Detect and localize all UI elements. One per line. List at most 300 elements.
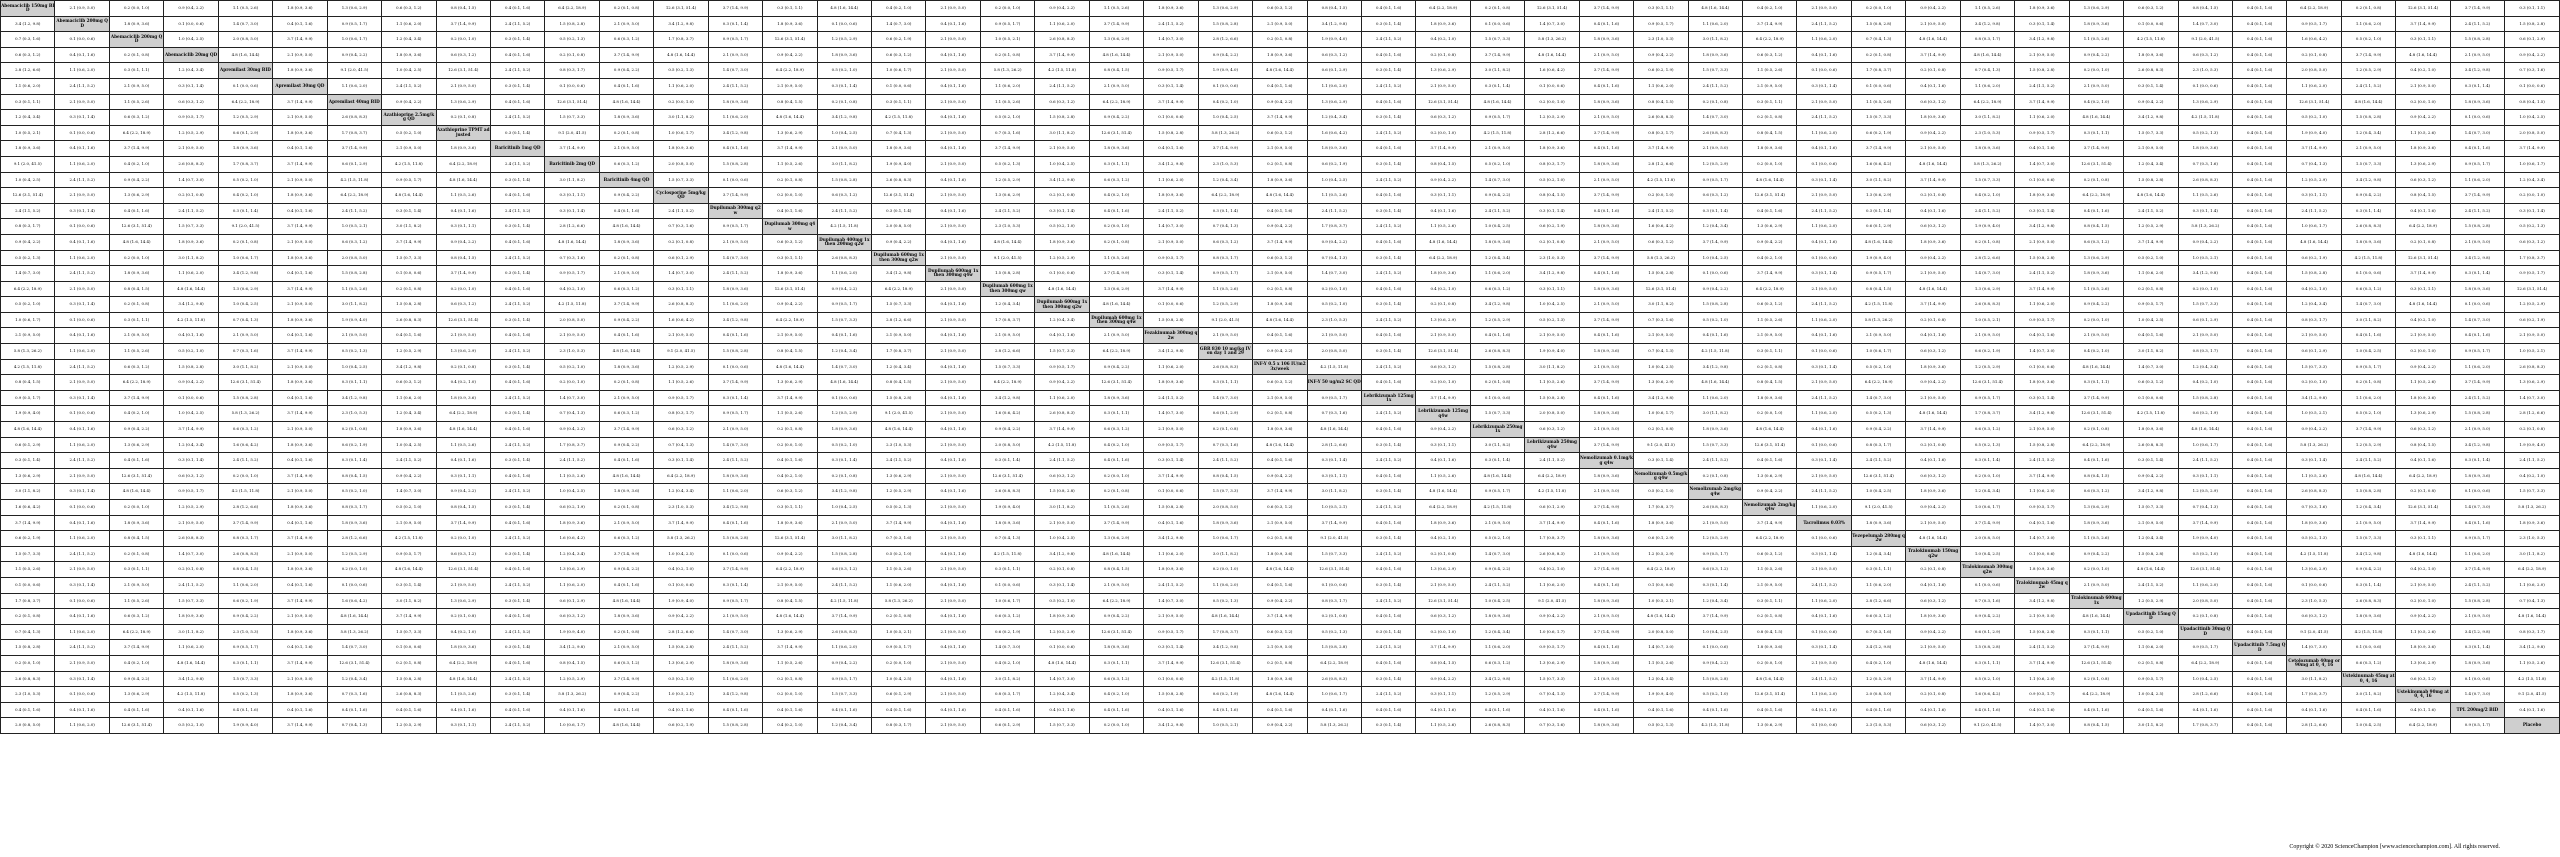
comparison-cell: 6.4 (2.2, 18.9) — [2069, 188, 2123, 204]
comparison-cell: 1.2 (0.5, 2.9) — [2341, 63, 2395, 79]
comparison-cell: 0.4 (0.2, 1.0) — [980, 655, 1034, 671]
comparison-cell: 0.9 (0.4, 2.2) — [1, 234, 55, 250]
comparison-cell: 0.6 (0.3, 1.2) — [599, 655, 653, 671]
comparison-cell: 9.1 (2.0, 41.5) — [545, 125, 599, 141]
comparison-cell: 2.1 (0.9, 5.0) — [273, 47, 327, 63]
comparison-cell: 2.1 (0.9, 5.0) — [817, 141, 871, 157]
comparison-cell: 1.2 (0.4, 3.4) — [872, 359, 926, 375]
comparison-cell: 2.1 (0.9, 5.0) — [382, 141, 436, 157]
comparison-cell: 1.5 (0.8, 2.8) — [654, 640, 708, 656]
comparison-cell: 0.3 (0.1, 1.4) — [1361, 16, 1415, 32]
comparison-cell: 2.4 (1.1, 5.2) — [980, 203, 1034, 219]
comparison-cell: 6.4 (2.2, 18.9) — [2287, 1, 2341, 17]
comparison-cell: 4.2 (1.5, 11.8) — [2124, 406, 2178, 422]
treatment-label: Cyclosporine 5mg/kg QD — [654, 188, 708, 204]
comparison-cell: 1.7 (0.8, 3.7) — [654, 32, 708, 48]
comparison-cell: 0.3 (0.1, 1.4) — [490, 640, 544, 656]
comparison-cell: 3.7 (1.4, 9.9) — [708, 562, 762, 578]
comparison-cell: 2.1 (0.9, 5.0) — [273, 234, 327, 250]
comparison-cell: 2.4 (1.1, 5.2) — [1851, 453, 1905, 469]
comparison-cell: 2.4 (1.1, 5.2) — [490, 63, 544, 79]
comparison-cell: 3.7 (1.4, 9.9) — [599, 47, 653, 63]
comparison-cell: 0.6 (0.3, 1.2) — [1416, 110, 1470, 126]
comparison-cell: 1.6 (0.6, 4.2) — [1634, 219, 1688, 235]
comparison-cell: 0.8 (0.3, 1.7) — [872, 718, 926, 734]
comparison-cell: 0.6 (0.3, 1.2) — [2124, 1, 2178, 17]
comparison-cell: 4.2 (1.5, 11.8) — [2505, 671, 2560, 687]
comparison-cell: 1.8 (0.9, 3.6) — [1743, 141, 1797, 157]
comparison-cell: 1.1 (0.6, 2.0) — [1797, 219, 1851, 235]
comparison-cell: 1.5 (0.7, 3.3) — [382, 250, 436, 266]
comparison-cell: 1.0 (0.4, 2.5) — [817, 500, 871, 516]
comparison-cell: 1.0 (0.5, 2.1) — [1307, 500, 1361, 516]
comparison-cell: 1.0 (0.4, 2.5) — [1, 172, 55, 188]
comparison-cell: 6.4 (2.2, 18.9) — [1634, 562, 1688, 578]
comparison-cell: 0.8 (0.4, 1.5) — [218, 562, 272, 578]
comparison-cell: 6.4 (2.2, 18.9) — [1089, 344, 1143, 360]
comparison-cell: 12.6 (3.1, 51.4) — [1, 188, 55, 204]
comparison-cell: 0.9 (0.5, 1.7) — [218, 640, 272, 656]
comparison-cell: 1.1 (0.5, 2.6) — [218, 1, 272, 17]
comparison-cell: 1.2 (0.5, 2.9) — [817, 406, 871, 422]
comparison-cell: 2.1 (0.9, 5.0) — [926, 156, 980, 172]
comparison-cell: 0.4 (0.1, 1.6) — [2069, 702, 2123, 718]
comparison-cell: 0.4 (0.1, 1.6) — [2015, 515, 2069, 531]
comparison-cell: 0.7 (0.3, 1.6) — [1307, 406, 1361, 422]
treatment-label: Tralokinumab 45mg q2w — [2015, 577, 2069, 593]
comparison-cell: 3.0 (1.1, 8.2) — [654, 110, 708, 126]
comparison-cell: 0.3 (0.1, 1.4) — [2450, 453, 2504, 469]
comparison-cell: 2.3 (1.0, 5.3) — [654, 500, 708, 516]
comparison-cell: 1.8 (0.9, 3.6) — [1851, 515, 1905, 531]
comparison-cell: 0.4 (0.1, 1.6) — [1361, 328, 1415, 344]
comparison-cell: 1.8 (0.9, 3.6) — [382, 47, 436, 63]
comparison-cell: 0.8 (0.4, 1.5) — [436, 1, 490, 17]
comparison-cell: 3.7 (1.4, 9.9) — [2015, 468, 2069, 484]
comparison-cell: 1.8 (0.9, 3.6) — [273, 437, 327, 453]
comparison-cell: 1.0 (0.5, 2.1) — [327, 219, 381, 235]
comparison-cell: 1.5 (0.8, 2.8) — [1470, 359, 1524, 375]
comparison-cell: 0.4 (0.2, 1.0) — [109, 156, 163, 172]
comparison-cell: 0.4 (0.2, 1.0) — [1089, 188, 1143, 204]
comparison-cell: 2.1 (0.9, 5.0) — [1416, 78, 1470, 94]
comparison-cell: 0.5 (0.2, 1.0) — [654, 671, 708, 687]
comparison-cell: 3.7 (1.4, 9.9) — [2396, 16, 2450, 32]
comparison-cell: 0.4 (0.1, 1.6) — [490, 47, 544, 63]
comparison-cell: 1.8 (0.9, 3.6) — [1579, 468, 1633, 484]
comparison-cell: 1.5 (0.8, 2.8) — [708, 156, 762, 172]
comparison-cell: 4.8 (1.6, 14.4) — [2178, 422, 2232, 438]
comparison-cell: 0.4 (0.1, 1.6) — [1525, 702, 1579, 718]
comparison-cell: 2.0 (0.8, 5.0) — [1634, 624, 1688, 640]
comparison-cell: 0.2 (0.1, 0.8) — [1470, 375, 1524, 391]
comparison-cell: 2.8 (1.2, 6.6) — [1525, 125, 1579, 141]
comparison-cell: 12.6 (3.1, 51.4) — [1198, 655, 1252, 671]
comparison-cell: 4.8 (1.6, 14.4) — [1089, 297, 1143, 313]
comparison-cell: 1.6 (0.6, 4.2) — [1, 500, 55, 516]
comparison-cell: 0.9 (0.5, 1.7) — [382, 172, 436, 188]
comparison-cell: 1.1 (0.6, 2.0) — [1797, 500, 1851, 516]
comparison-cell: 0.4 (0.1, 1.6) — [1579, 141, 1633, 157]
comparison-cell: 0.6 (0.3, 1.2) — [2505, 234, 2560, 250]
comparison-cell: 0.8 (0.3, 1.7) — [654, 406, 708, 422]
comparison-cell: 1.8 (0.9, 3.6) — [109, 515, 163, 531]
treatment-label: Azathioprine TPMT adjusted — [436, 125, 490, 141]
comparison-cell: 1.1 (0.6, 2.0) — [55, 156, 109, 172]
comparison-cell: 6.4 (2.2, 18.9) — [218, 94, 272, 110]
comparison-cell: 0.2 (0.1, 0.8) — [599, 1, 653, 17]
comparison-cell: 1.2 (0.5, 2.9) — [1688, 156, 1742, 172]
comparison-cell: 0.4 (0.1, 1.6) — [2232, 593, 2286, 609]
table-row — [1, 250, 2560, 266]
comparison-cell: 0.4 (0.1, 1.6) — [926, 390, 980, 406]
comparison-cell: 1.2 (0.5, 2.9) — [2124, 219, 2178, 235]
comparison-cell: 0.4 (0.1, 1.6) — [2232, 609, 2286, 625]
comparison-cell: 1.3 (0.6, 2.9) — [763, 125, 817, 141]
comparison-cell: 2.8 (1.2, 6.6) — [2505, 406, 2560, 422]
comparison-cell: 0.2 (0.1, 0.8) — [109, 47, 163, 63]
comparison-cell: 2.4 (1.1, 5.2) — [1361, 312, 1415, 328]
comparison-cell: 4.8 (1.6, 14.4) — [1035, 655, 1089, 671]
comparison-cell: 0.4 (0.1, 1.6) — [1416, 203, 1470, 219]
comparison-cell: 5.8 (1.3, 26.2) — [218, 406, 272, 422]
comparison-cell: 0.4 (0.1, 1.6) — [436, 702, 490, 718]
comparison-cell: 2.6 (0.8, 8.3) — [1688, 500, 1742, 516]
comparison-cell: 0.2 (0.1, 0.8) — [1688, 468, 1742, 484]
comparison-cell: 4.8 (1.6, 14.4) — [2396, 546, 2450, 562]
comparison-cell: 0.7 (0.3, 1.6) — [1634, 312, 1688, 328]
comparison-cell: 0.3 (0.1, 1.4) — [1361, 110, 1415, 126]
comparison-cell: 1.0 (0.4, 2.5) — [817, 125, 871, 141]
comparison-cell: 0.1 (0.0, 0.6) — [55, 125, 109, 141]
comparison-cell: 3.7 (1.4, 9.9) — [1579, 63, 1633, 79]
comparison-cell: 0.6 (0.2, 1.9) — [654, 718, 708, 734]
comparison-cell: 2.1 (0.9, 5.0) — [1634, 328, 1688, 344]
comparison-cell: 1.1 (0.6, 2.0) — [980, 78, 1034, 94]
comparison-cell: 2.8 (1.2, 6.6) — [654, 624, 708, 640]
comparison-cell: 0.3 (0.1, 1.1) — [1525, 281, 1579, 297]
comparison-cell: 0.6 (0.2, 1.9) — [2287, 250, 2341, 266]
comparison-cell: 0.4 (0.2, 1.0) — [2178, 375, 2232, 391]
table-row — [1, 16, 2560, 32]
comparison-cell: 4.8 (1.6, 14.4) — [2287, 234, 2341, 250]
comparison-cell: 0.2 (0.0, 1.0) — [2069, 312, 2123, 328]
comparison-cell: 0.9 (0.5, 1.7) — [872, 640, 926, 656]
treatment-label: Dupilumab 600mg 1x then 300mg q2w — [872, 250, 926, 266]
comparison-cell: 2.1 (0.9, 5.0) — [109, 78, 163, 94]
comparison-cell: 6.4 (2.2, 18.9) — [1416, 250, 1470, 266]
comparison-cell: 1.2 (0.4, 3.4) — [817, 344, 871, 360]
comparison-cell: 2.4 (1.1, 5.2) — [1, 203, 55, 219]
comparison-cell: 0.4 (0.1, 1.6) — [1361, 422, 1415, 438]
comparison-cell: 0.6 (0.3, 1.2) — [1743, 297, 1797, 313]
comparison-cell: 0.2 (0.1, 0.8) — [1906, 312, 1960, 328]
comparison-cell: 1.4 (0.7, 3.0) — [2450, 125, 2504, 141]
comparison-cell: 0.4 (0.1, 1.6) — [2124, 702, 2178, 718]
comparison-cell: 0.8 (0.4, 1.5) — [1634, 94, 1688, 110]
comparison-cell: 2.1 (0.9, 5.0) — [1688, 515, 1742, 531]
comparison-cell: 4.8 (1.6, 14.4) — [1906, 156, 1960, 172]
treatment-label: Fezakinumab 300mg q2w — [1144, 328, 1198, 344]
comparison-cell: 1.8 (0.9, 3.6) — [2450, 94, 2504, 110]
comparison-cell: 1.4 (0.7, 3.0) — [1634, 640, 1688, 656]
comparison-cell: 3.7 (1.4, 9.9) — [1579, 375, 1633, 391]
comparison-cell: 1.1 (0.6, 2.0) — [654, 78, 708, 94]
comparison-cell: 3.7 (1.4, 9.9) — [763, 141, 817, 157]
comparison-cell: 2.4 (1.1, 5.2) — [1361, 172, 1415, 188]
comparison-cell: 0.6 (0.2, 1.9) — [1634, 63, 1688, 79]
comparison-cell: 1.8 (0.9, 3.6) — [1906, 234, 1960, 250]
comparison-cell: 0.3 (0.1, 1.4) — [1688, 577, 1742, 593]
comparison-cell: 1.2 (0.5, 2.9) — [1634, 546, 1688, 562]
comparison-cell: 1.2 (0.5, 2.9) — [218, 110, 272, 126]
comparison-cell: 3.0 (1.1, 8.2) — [382, 593, 436, 609]
comparison-cell: 1.0 (0.4, 2.5) — [1688, 624, 1742, 640]
comparison-cell: 0.9 (0.4, 2.2) — [763, 47, 817, 63]
comparison-cell: 0.3 (0.1, 1.4) — [1361, 577, 1415, 593]
comparison-cell: 0.9 (0.5, 1.7) — [1144, 250, 1198, 266]
comparison-cell: 3.4 (1.2, 9.8) — [708, 500, 762, 516]
comparison-cell: 0.1 (0.0, 0.6) — [708, 359, 762, 375]
comparison-cell: 1.1 (0.6, 2.0) — [2450, 172, 2504, 188]
comparison-cell: 1.4 (0.7, 3.0) — [1144, 32, 1198, 48]
comparison-cell: 5.8 (1.3, 26.2) — [1634, 250, 1688, 266]
comparison-cell: 0.9 (0.5, 1.7) — [980, 16, 1034, 32]
comparison-cell: 3.0 (1.1, 8.2) — [1688, 406, 1742, 422]
comparison-cell: 0.4 (0.1, 1.6) — [1579, 640, 1633, 656]
comparison-cell: 2.6 (0.8, 8.3) — [327, 110, 381, 126]
comparison-cell: 0.3 (0.1, 1.4) — [1035, 203, 1089, 219]
comparison-cell: 1.1 (0.5, 2.6) — [2505, 655, 2560, 671]
comparison-cell: 4.8 (1.6, 14.4) — [599, 718, 653, 734]
comparison-cell: 1.8 (0.9, 3.6) — [273, 624, 327, 640]
comparison-cell: 1.4 (0.7, 3.0) — [2450, 312, 2504, 328]
table-row — [1, 188, 2560, 204]
comparison-cell: 0.7 (0.3, 1.6) — [1960, 593, 2014, 609]
comparison-cell: 3.4 (1.2, 9.8) — [2015, 593, 2069, 609]
comparison-cell: 0.3 (0.1, 1.4) — [1797, 78, 1851, 94]
comparison-cell: 6.4 (2.2, 18.9) — [872, 281, 926, 297]
comparison-cell: 0.2 (0.0, 1.0) — [2287, 375, 2341, 391]
comparison-cell: 0.4 (0.1, 1.6) — [708, 702, 762, 718]
comparison-cell: 2.1 (0.9, 5.0) — [1688, 141, 1742, 157]
comparison-cell: 0.8 (0.4, 1.5) — [1307, 1, 1361, 17]
comparison-cell: 1.7 (0.8, 3.7) — [1960, 406, 2014, 422]
comparison-cell: 0.9 (0.4, 2.2) — [1470, 562, 1524, 578]
comparison-cell: 1.2 (0.5, 2.9) — [2505, 297, 2560, 313]
comparison-cell: 9.1 (2.0, 41.5) — [1198, 312, 1252, 328]
comparison-cell: 2.4 (1.1, 5.2) — [55, 78, 109, 94]
comparison-cell: 1.8 (0.9, 3.6) — [599, 110, 653, 126]
comparison-cell: 1.0 (0.5, 2.1) — [2178, 250, 2232, 266]
comparison-cell: 2.8 (1.2, 6.6) — [1960, 250, 2014, 266]
comparison-cell: 2.6 (0.8, 8.3) — [382, 312, 436, 328]
comparison-cell: 0.2 (0.1, 0.8) — [164, 188, 218, 204]
comparison-cell: 3.7 (1.4, 9.9) — [273, 593, 327, 609]
comparison-cell: 0.1 (0.0, 0.6) — [2015, 172, 2069, 188]
comparison-cell: 4.8 (1.6, 14.4) — [436, 671, 490, 687]
comparison-cell: 0.2 (0.1, 0.8) — [599, 500, 653, 516]
comparison-cell: 2.1 (0.9, 5.0) — [926, 624, 980, 640]
treatment-label: Dupilumab 600mg 1x then 300mg q4w — [1089, 312, 1143, 328]
comparison-cell: 3.4 (1.2, 9.8) — [545, 640, 599, 656]
comparison-cell: 1.1 (0.6, 2.0) — [55, 531, 109, 547]
comparison-cell: 1.2 (0.5, 2.9) — [1470, 687, 1524, 703]
comparison-cell: 1.0 (0.6, 1.7) — [872, 63, 926, 79]
treatment-label: Tezepelumab 280mg q2w — [1851, 531, 1905, 547]
comparison-cell: 1.8 (0.9, 3.6) — [599, 359, 653, 375]
comparison-cell: 4.8 (1.6, 14.4) — [599, 94, 653, 110]
comparison-cell: 1.8 (0.9, 3.6) — [1035, 609, 1089, 625]
comparison-cell: 0.3 (0.1, 1.1) — [2178, 468, 2232, 484]
comparison-cell: 2.1 (0.9, 5.0) — [2069, 78, 2123, 94]
comparison-cell: 2.1 (0.9, 5.0) — [2069, 328, 2123, 344]
comparison-cell: 1.4 (0.7, 3.0) — [2287, 640, 2341, 656]
comparison-cell: 3.0 (1.1, 8.2) — [1, 484, 55, 500]
comparison-cell: 1.4 (0.7, 3.0) — [1307, 266, 1361, 282]
comparison-cell: 0.1 (0.0, 0.6) — [55, 312, 109, 328]
comparison-cell: 2.1 (0.9, 5.0) — [926, 219, 980, 235]
comparison-cell: 0.6 (0.1, 2.9) — [2178, 312, 2232, 328]
comparison-cell: 3.7 (1.4, 9.9) — [273, 718, 327, 734]
comparison-cell: 1.5 (0.7, 3.3) — [2124, 500, 2178, 516]
comparison-cell: 2.1 (0.9, 5.0) — [2396, 577, 2450, 593]
comparison-cell: 1.0 (0.6, 1.7) — [1307, 687, 1361, 703]
comparison-cell: 1.2 (0.4, 3.4) — [1634, 671, 1688, 687]
comparison-cell: 4.8 (1.6, 14.4) — [1906, 655, 1960, 671]
comparison-cell: 0.6 (0.3, 1.2) — [109, 110, 163, 126]
comparison-cell: 0.9 (0.4, 2.2) — [436, 484, 490, 500]
comparison-cell: 3.7 (1.4, 9.9) — [1906, 297, 1960, 313]
comparison-cell: 1.5 (0.8, 2.8) — [1198, 16, 1252, 32]
comparison-cell: 1.3 (0.6, 2.9) — [109, 188, 163, 204]
comparison-cell: 0.3 (0.1, 1.1) — [1198, 375, 1252, 391]
comparison-cell: 1.1 (0.6, 2.0) — [1688, 16, 1742, 32]
comparison-cell: 1.7 (0.8, 3.7) — [1, 593, 55, 609]
comparison-cell: 3.7 (1.4, 9.9) — [2505, 141, 2560, 157]
table-row — [1, 359, 2560, 375]
comparison-cell: 4.8 (1.6, 14.4) — [1416, 484, 1470, 500]
comparison-cell: 1.2 (0.4, 3.4) — [2505, 172, 2560, 188]
comparison-cell: 1.1 (0.6, 2.0) — [2015, 484, 2069, 500]
comparison-cell: 1.5 (0.8, 2.8) — [2450, 219, 2504, 235]
treatment-label: Upadacitinib 15mg QD — [2124, 609, 2178, 625]
treatment-label: Azathioprine 2.5mg/kg QD — [382, 110, 436, 126]
comparison-cell: 0.6 (0.3, 1.2) — [1906, 718, 1960, 734]
comparison-cell: 0.6 (0.3, 1.2) — [1416, 609, 1470, 625]
comparison-cell: 2.4 (1.1, 5.2) — [2015, 453, 2069, 469]
comparison-cell: 0.3 (0.1, 1.4) — [218, 203, 272, 219]
comparison-cell: 1.3 (0.6, 2.9) — [2069, 500, 2123, 516]
comparison-cell: 0.4 (0.1, 1.6) — [109, 453, 163, 469]
comparison-cell: 4.2 (1.5, 11.8) — [327, 172, 381, 188]
comparison-cell: 2.3 (1.0, 5.3) — [1, 687, 55, 703]
comparison-cell: 1.3 (0.6, 2.9) — [1743, 468, 1797, 484]
comparison-cell: 0.4 (0.1, 1.6) — [1579, 266, 1633, 282]
comparison-cell: 2.4 (1.1, 5.2) — [2450, 577, 2504, 593]
comparison-cell: 0.4 (0.1, 1.6) — [1361, 515, 1415, 531]
comparison-cell: 0.4 (0.1, 1.6) — [490, 234, 544, 250]
comparison-cell: 0.4 (0.2, 1.0) — [109, 406, 163, 422]
comparison-cell: 1.5 (0.7, 3.3) — [1688, 63, 1742, 79]
comparison-cell: 3.7 (1.4, 9.9) — [2450, 188, 2504, 204]
comparison-cell: 0.4 (0.1, 1.6) — [1906, 577, 1960, 593]
comparison-cell: 4.8 (1.6, 14.4) — [1035, 281, 1089, 297]
comparison-cell: 0.2 (0.1, 0.8) — [872, 609, 926, 625]
comparison-cell: 2.1 (0.9, 5.0) — [1253, 141, 1307, 157]
comparison-cell: 1.5 (0.8, 2.8) — [708, 531, 762, 547]
treatment-label: Tralokinumab 300mg q2w — [1960, 562, 2014, 578]
comparison-cell: 0.1 (0.0, 0.6) — [1797, 718, 1851, 734]
comparison-cell: 6.4 (2.2, 18.9) — [1089, 94, 1143, 110]
comparison-cell: 9.1 (2.0, 41.5) — [980, 250, 1034, 266]
comparison-cell: 0.5 (0.2, 1.3) — [1, 250, 55, 266]
comparison-cell: 9.1 (2.0, 41.5) — [1960, 718, 2014, 734]
comparison-cell: 3.0 (1.1, 8.2) — [2124, 718, 2178, 734]
comparison-cell: 0.4 (0.1, 1.6) — [2450, 141, 2504, 157]
comparison-cell: 1.4 (0.7, 3.0) — [872, 16, 926, 32]
comparison-cell: 2.1 (0.9, 5.0) — [55, 1, 109, 17]
table-row — [1, 422, 2560, 438]
comparison-cell: 3.7 (1.4, 9.9) — [1253, 609, 1307, 625]
comparison-cell: 2.4 (1.1, 5.2) — [490, 110, 544, 126]
comparison-cell: 3.0 (1.1, 8.2) — [1035, 500, 1089, 516]
comparison-cell: 12.6 (3.1, 51.4) — [109, 219, 163, 235]
table-row — [1, 47, 2560, 63]
comparison-cell: 0.4 (0.1, 1.6) — [2232, 188, 2286, 204]
comparison-cell: 2.1 (0.9, 5.0) — [1579, 359, 1633, 375]
comparison-cell: 3.7 (1.4, 9.9) — [1035, 47, 1089, 63]
comparison-cell: 0.5 (0.2, 1.0) — [2178, 546, 2232, 562]
comparison-cell: 1.5 (0.7, 3.3) — [218, 671, 272, 687]
comparison-cell: 0.7 (0.4, 1.3) — [654, 437, 708, 453]
comparison-cell: 3.7 (1.4, 9.9) — [382, 609, 436, 625]
comparison-cell: 0.5 (0.2, 1.3) — [218, 687, 272, 703]
comparison-cell: 3.7 (1.4, 9.9) — [2341, 422, 2395, 438]
comparison-cell: 2.1 (0.9, 5.0) — [2450, 234, 2504, 250]
comparison-cell: 2.6 (0.8, 8.3) — [1634, 110, 1688, 126]
comparison-cell: 0.9 (0.4, 2.2) — [1906, 624, 1960, 640]
comparison-cell: 4.2 (1.5, 11.8) — [164, 312, 218, 328]
table-row — [1, 390, 2560, 406]
comparison-cell: 0.1 (0.0, 0.6) — [1144, 671, 1198, 687]
comparison-cell: 0.4 (0.1, 1.6) — [926, 297, 980, 313]
comparison-cell: 0.1 (0.0, 0.6) — [1688, 640, 1742, 656]
comparison-cell: 0.4 (0.1, 1.6) — [926, 702, 980, 718]
comparison-cell: 0.4 (0.2, 1.0) — [1089, 687, 1143, 703]
comparison-cell: 0.4 (0.1, 1.6) — [1470, 328, 1524, 344]
comparison-cell: 2.0 (0.8, 5.0) — [1525, 406, 1579, 422]
comparison-cell: 2.4 (1.1, 5.2) — [2450, 390, 2504, 406]
comparison-cell: 0.4 (0.1, 1.6) — [2232, 94, 2286, 110]
comparison-cell: 1.8 (0.9, 3.6) — [1307, 141, 1361, 157]
comparison-cell: 2.4 (1.1, 5.2) — [1634, 203, 1688, 219]
comparison-cell: 0.3 (0.1, 1.4) — [164, 453, 218, 469]
comparison-cell: 0.4 (0.1, 1.6) — [2396, 203, 2450, 219]
comparison-cell: 1.5 (0.7, 3.3) — [2341, 531, 2395, 547]
comparison-cell: 0.4 (0.1, 1.6) — [382, 328, 436, 344]
comparison-cell: 0.5 (0.2, 1.3) — [1960, 437, 2014, 453]
comparison-cell: 0.2 (0.0, 1.0) — [1089, 468, 1143, 484]
comparison-cell: 0.5 (0.2, 1.0) — [817, 63, 871, 79]
comparison-cell: 0.6 (0.1, 2.9) — [2287, 344, 2341, 360]
comparison-cell: 2.1 (0.9, 5.0) — [1579, 422, 1633, 438]
comparison-cell: 1.2 (0.4, 3.4) — [1960, 484, 2014, 500]
comparison-cell: 3.7 (1.4, 9.9) — [2015, 281, 2069, 297]
comparison-cell: 0.2 (0.1, 0.8) — [1307, 609, 1361, 625]
comparison-cell: 0.7 (0.4, 1.3) — [218, 312, 272, 328]
comparison-cell: 1.5 (0.8, 2.8) — [708, 344, 762, 360]
